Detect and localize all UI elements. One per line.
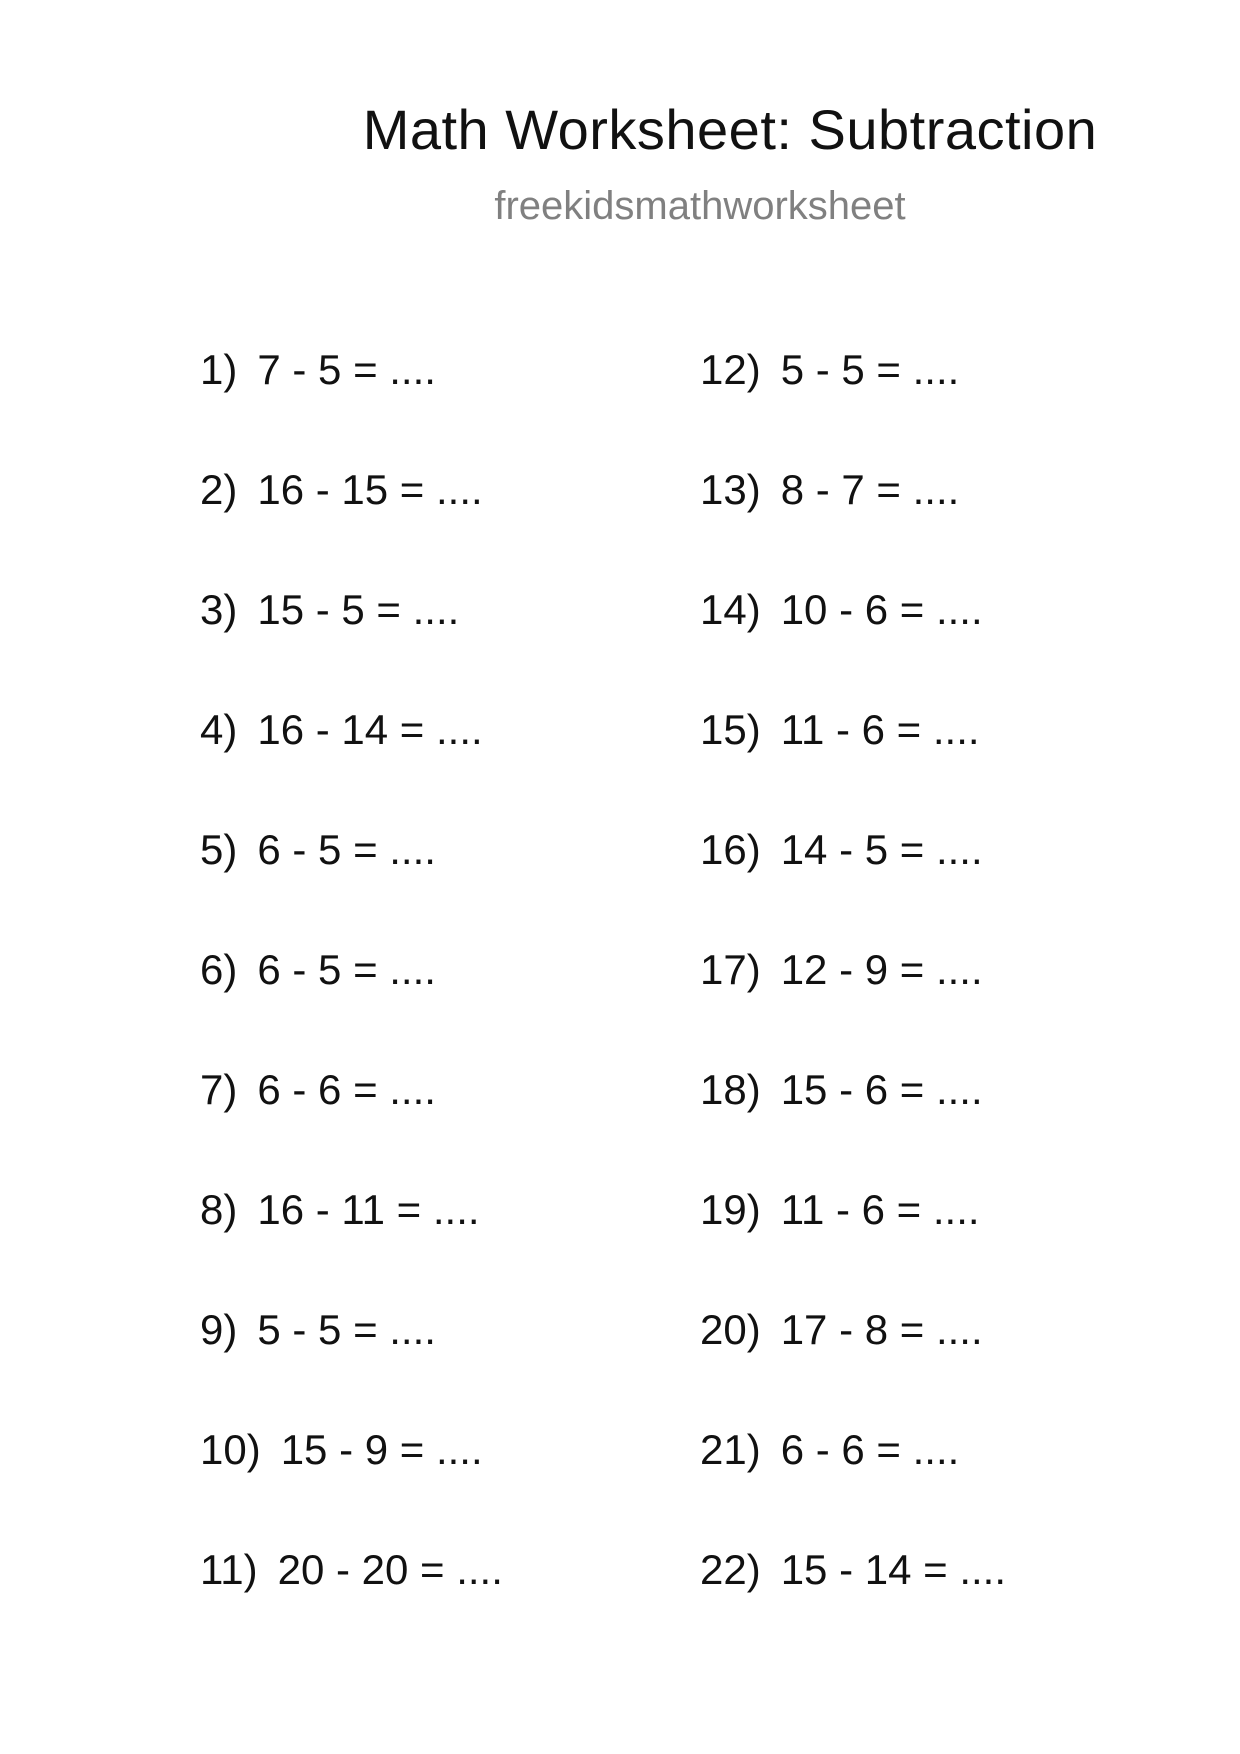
problem-13	[700, 465, 1006, 585]
problem-18	[700, 1065, 1006, 1185]
problem-6	[200, 945, 503, 1065]
problem-16	[700, 825, 1006, 945]
problem-expression: 6 - 5 = ....	[257, 946, 436, 993]
problem-21	[700, 1425, 1006, 1545]
problem-expression: 11 - 6 = ....	[780, 1186, 980, 1233]
problem-number: 3)	[200, 586, 238, 633]
problem-number: 17)	[700, 946, 761, 993]
problem-expression: 15 - 9 = ....	[280, 1426, 483, 1473]
problem-20	[700, 1305, 1006, 1425]
problem-expression: 7 - 5 = ....	[257, 346, 436, 393]
problem-number: 4)	[200, 706, 238, 753]
problem-expression: 12 - 9 = ....	[780, 946, 983, 993]
right-problem-column	[700, 345, 1006, 1665]
worksheet-subtitle: freekidsmathworksheet	[494, 184, 906, 228]
problem-number: 11)	[200, 1546, 258, 1593]
problem-8	[200, 1185, 503, 1305]
problem-expression: 15 - 14 = ....	[780, 1546, 1007, 1593]
problem-number: 15)	[700, 706, 761, 753]
problem-number: 21)	[700, 1426, 761, 1473]
problem-3	[200, 585, 503, 705]
problem-7	[200, 1065, 503, 1185]
problem-expression: 5 - 5 = ....	[257, 1306, 436, 1353]
worksheet-title: Math Worksheet: Subtraction	[362, 98, 1098, 161]
problem-expression: 5 - 5 = ....	[780, 346, 960, 393]
problem-number: 18)	[700, 1066, 761, 1113]
problem-4	[200, 705, 503, 825]
problem-number: 1)	[200, 346, 238, 393]
problem-number: 13)	[700, 466, 761, 513]
problem-expression: 6 - 6 = ....	[780, 1426, 960, 1473]
problem-number: 16)	[700, 826, 761, 873]
problem-2	[200, 465, 503, 585]
problem-expression: 6 - 5 = ....	[257, 826, 436, 873]
problem-1	[200, 345, 503, 465]
problem-expression: 8 - 7 = ....	[780, 466, 960, 513]
problem-11	[200, 1545, 503, 1665]
problem-expression: 17 - 8 = ....	[780, 1306, 983, 1353]
problem-expression: 15 - 5 = ....	[257, 586, 460, 633]
problem-12	[700, 345, 1006, 465]
problem-10	[200, 1425, 503, 1545]
problem-number: 10)	[200, 1426, 261, 1473]
problem-number: 12)	[700, 346, 761, 393]
problem-expression: 14 - 5 = ....	[780, 826, 983, 873]
problem-expression: 16 - 11 = ....	[257, 1186, 480, 1233]
problem-expression: 16 - 14 = ....	[257, 706, 483, 753]
problem-number: 7)	[200, 1066, 238, 1113]
problem-expression: 20 - 20 = ....	[277, 1546, 503, 1593]
problem-number: 6)	[200, 946, 238, 993]
problem-expression: 16 - 15 = ....	[257, 466, 483, 513]
problem-22	[700, 1545, 1006, 1665]
problem-expression: 6 - 6 = ....	[257, 1066, 436, 1113]
problem-19	[700, 1185, 1006, 1305]
problem-expression: 15 - 6 = ....	[780, 1066, 983, 1113]
problem-number: 5)	[200, 826, 238, 873]
problem-number: 14)	[700, 586, 761, 633]
problem-expression: 10 - 6 = ....	[780, 586, 983, 633]
problem-14	[700, 585, 1006, 705]
problem-number: 22)	[700, 1546, 761, 1593]
problem-number: 9)	[200, 1306, 238, 1353]
problem-17	[700, 945, 1006, 1065]
problem-15	[700, 705, 1006, 825]
problem-number: 2)	[200, 466, 238, 513]
problem-number: 8)	[200, 1186, 238, 1233]
problem-9	[200, 1305, 503, 1425]
problem-expression: 11 - 6 = ....	[780, 706, 980, 753]
problem-5	[200, 825, 503, 945]
left-problem-column	[200, 345, 503, 1665]
problem-number: 19)	[700, 1186, 761, 1233]
problem-number: 20)	[700, 1306, 761, 1353]
